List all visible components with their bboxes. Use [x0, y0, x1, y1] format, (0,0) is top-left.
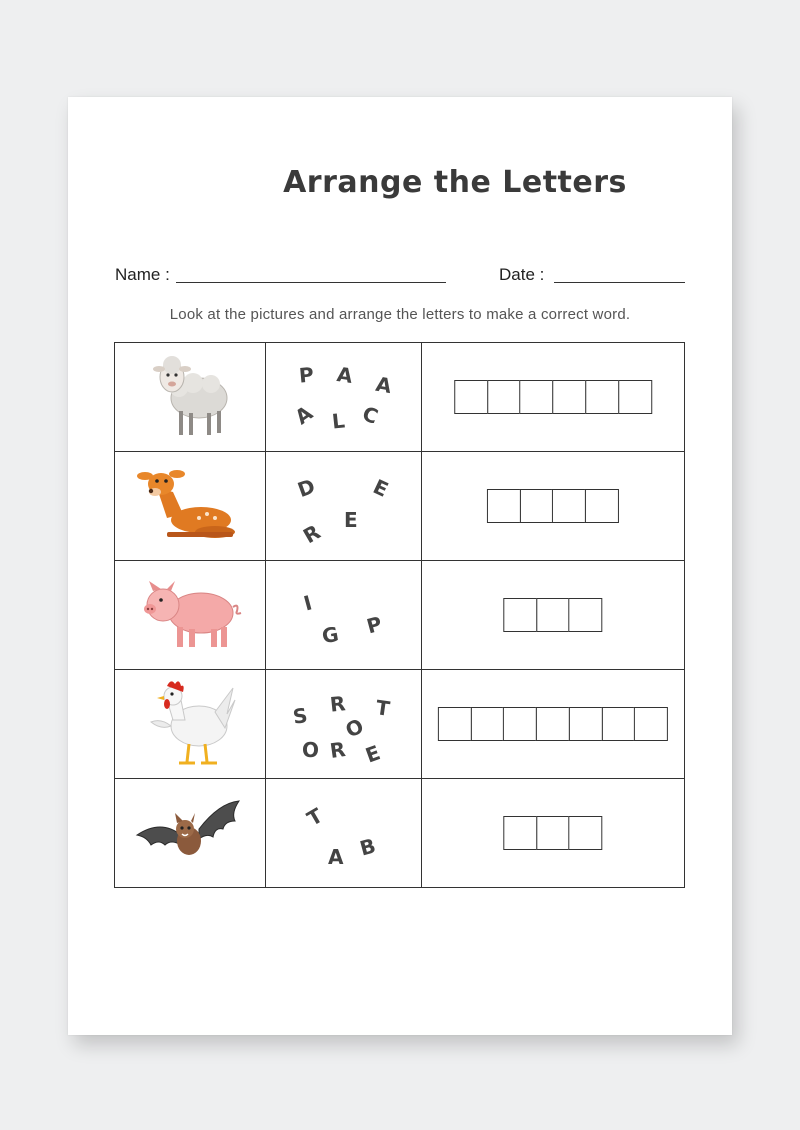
answer-box[interactable]: [520, 489, 554, 523]
bat-icon: [115, 779, 265, 889]
table-row: [115, 670, 685, 779]
answer-box[interactable]: [536, 816, 570, 850]
picture-cell: [115, 343, 266, 452]
table-row: [115, 343, 685, 452]
answer-boxes[interactable]: [454, 380, 652, 414]
table-row: [115, 452, 685, 561]
rooster-icon: [115, 670, 265, 780]
worksheet-page: [68, 97, 732, 1035]
sheep-icon: [115, 343, 265, 453]
answer-box[interactable]: [585, 489, 619, 523]
letter: P: [364, 611, 385, 639]
answer-box[interactable]: [487, 489, 521, 523]
puzzle-table: [114, 342, 685, 888]
answer-box[interactable]: [536, 598, 570, 632]
answer-box[interactable]: [536, 707, 570, 741]
answer-box[interactable]: [503, 598, 537, 632]
answer-box[interactable]: [618, 380, 652, 414]
answer-box[interactable]: [552, 380, 586, 414]
answer-cell: [422, 779, 685, 888]
picture-cell: [115, 779, 266, 888]
instructions: Look at the pictures and arrange the letters to make a correct word.: [169, 306, 631, 323]
letter: L: [330, 408, 346, 434]
date-field[interactable]: [554, 282, 685, 283]
date-label: Date :: [499, 265, 545, 284]
answer-box[interactable]: [520, 380, 554, 414]
answer-box[interactable]: [552, 489, 586, 523]
name-label: Name :: [115, 265, 170, 284]
letter: O: [341, 713, 368, 743]
answer-cell: [422, 670, 685, 779]
scrambled-letters-cell: [266, 343, 422, 452]
pig-icon: [115, 561, 265, 671]
picture-cell: [115, 452, 266, 561]
scrambled-letters-cell: [266, 779, 422, 888]
letter: T: [374, 695, 392, 721]
answer-cell: [422, 561, 685, 670]
letter: O: [302, 738, 320, 762]
letter: T: [302, 803, 327, 831]
letter: S: [291, 703, 310, 729]
answer-boxes[interactable]: [438, 707, 668, 741]
letter: A: [374, 371, 394, 399]
letter: A: [328, 845, 344, 869]
letter: A: [335, 362, 355, 388]
letter: R: [328, 737, 348, 763]
answer-box[interactable]: [454, 380, 488, 414]
answer-box[interactable]: [569, 816, 603, 850]
letter: C: [359, 401, 382, 429]
letter: E: [344, 508, 358, 532]
answer-box[interactable]: [634, 707, 668, 741]
letter: R: [328, 691, 347, 717]
letter: D: [294, 473, 319, 503]
letter: A: [290, 400, 317, 430]
picture-cell: [115, 561, 266, 670]
letter: E: [362, 740, 384, 768]
answer-boxes[interactable]: [503, 598, 602, 632]
letter: I: [301, 590, 315, 616]
letter: G: [320, 621, 341, 649]
answer-box[interactable]: [487, 380, 521, 414]
answer-box[interactable]: [569, 598, 603, 632]
answer-box[interactable]: [471, 707, 505, 741]
answer-cell: [422, 343, 685, 452]
worksheet-title: Arrange the Letters: [283, 165, 627, 200]
letter: E: [369, 474, 393, 502]
deer-icon: [115, 452, 265, 562]
answer-box[interactable]: [601, 707, 635, 741]
letter: B: [357, 833, 379, 861]
name-field[interactable]: [176, 282, 446, 283]
letter: R: [299, 519, 325, 549]
answer-boxes[interactable]: [503, 816, 602, 850]
table-row: [115, 561, 685, 670]
answer-box[interactable]: [438, 707, 472, 741]
letter: P: [297, 362, 315, 388]
answer-box[interactable]: [503, 707, 537, 741]
answer-box[interactable]: [503, 816, 537, 850]
table-row: [115, 779, 685, 888]
picture-cell: [115, 670, 266, 779]
answer-boxes[interactable]: [487, 489, 619, 523]
answer-box[interactable]: [585, 380, 619, 414]
scrambled-letters-cell: [266, 670, 422, 779]
scrambled-letters-cell: [266, 452, 422, 561]
scrambled-letters-cell: [266, 561, 422, 670]
answer-cell: [422, 452, 685, 561]
answer-box[interactable]: [569, 707, 603, 741]
